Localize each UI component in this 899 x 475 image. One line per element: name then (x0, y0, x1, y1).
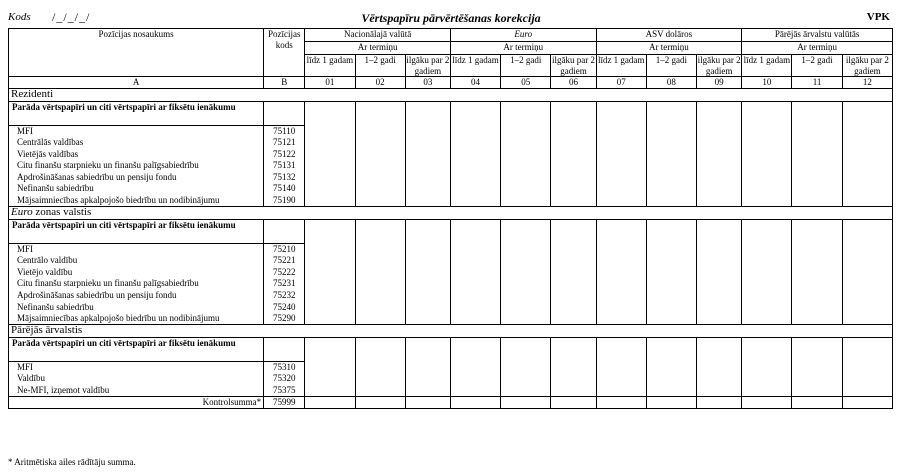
value-cell[interactable] (305, 338, 355, 397)
control-sum-cell[interactable] (842, 397, 892, 409)
row-label: Nefinanšu sabiedrību (9, 302, 264, 314)
control-sum-cell[interactable] (596, 397, 646, 409)
value-cell[interactable] (305, 220, 355, 325)
value-cell[interactable] (646, 102, 696, 207)
code-cell (264, 102, 305, 126)
code-cell (264, 220, 305, 244)
value-cell[interactable] (355, 102, 405, 207)
value-cell[interactable] (305, 102, 355, 207)
section-title-text: Rezidenti (11, 88, 54, 100)
control-sum-cell[interactable] (646, 397, 696, 409)
value-cell[interactable] (450, 102, 500, 207)
value-cell[interactable] (646, 338, 696, 397)
col-number: 11 (792, 77, 842, 89)
row-label: Ne-MFI, izņemot valdību (9, 385, 264, 397)
header-term: ilgāku par 2 gadiem (842, 55, 892, 77)
header-ar-terminu: Ar termiņu (450, 42, 596, 55)
form-title: Vērtspapīru pārvērtēšanas korekcija (361, 11, 541, 25)
control-sum-cell[interactable] (305, 397, 355, 409)
col-number: 09 (697, 77, 742, 89)
value-cell[interactable] (842, 220, 892, 325)
row-code: 75140 (264, 183, 305, 195)
form-header (8, 10, 894, 26)
control-sum-cell[interactable] (792, 397, 842, 409)
value-cell[interactable] (792, 102, 842, 207)
row-label: Apdrošināšanas sabiedrību un pensiju fondu (9, 172, 264, 184)
value-cell[interactable] (551, 220, 596, 325)
control-sum-cell[interactable] (405, 397, 450, 409)
col-number: 02 (355, 77, 405, 89)
value-cell[interactable] (842, 102, 892, 207)
value-cell[interactable] (742, 220, 792, 325)
header-pozicijas-nosaukums: Pozīcijas nosaukums (9, 29, 264, 77)
row-label: Citu finanšu starpnieku un finanšu palīgsabiedrību (9, 160, 264, 172)
value-cell[interactable] (355, 338, 405, 397)
value-cell[interactable] (501, 102, 551, 207)
row-label: Vietējās valdības (9, 149, 264, 161)
group-title: Parāda vērtspapīri un citi vērtspapīri ar fiksētu ienākumu (9, 220, 264, 244)
control-sum-code: 75999 (264, 397, 305, 409)
row-label: Nefinanšu sabiedrību (9, 183, 264, 195)
row-label: Centrālās valdības (9, 137, 264, 149)
header-term: 1–2 gadi (646, 55, 696, 77)
value-cell[interactable] (697, 338, 742, 397)
row-code: 75240 (264, 302, 305, 314)
header-term: 1–2 gadi (501, 55, 551, 77)
col-number: 04 (450, 77, 500, 89)
col-number: 07 (596, 77, 646, 89)
value-cell[interactable] (697, 220, 742, 325)
col-number: 12 (842, 77, 892, 89)
control-sum-cell[interactable] (355, 397, 405, 409)
row-label: Centrālo valdību (9, 255, 264, 267)
row-code: 75320 (264, 373, 305, 385)
row-code: 75121 (264, 137, 305, 149)
value-cell[interactable] (551, 338, 596, 397)
row-code: 75210 (264, 244, 305, 256)
header-group-national: Nacionālajā valūtā (305, 29, 451, 42)
row-code: 75231 (264, 278, 305, 290)
footnote: * Aritmētiska ailes rādītāju summa. (8, 457, 136, 467)
header-term: ilgāku par 2 gadiem (551, 55, 595, 76)
section-title (9, 89, 893, 102)
value-cell[interactable] (742, 102, 792, 207)
section-title-italic: Euro (11, 206, 33, 219)
row-code: 75122 (264, 149, 305, 161)
row-label: Valdību (9, 373, 264, 385)
col-number: 01 (305, 77, 355, 89)
col-number: 08 (646, 77, 696, 89)
value-cell[interactable] (596, 338, 646, 397)
row-code: 75221 (264, 255, 305, 267)
value-cell[interactable] (596, 102, 646, 207)
header-group-usd: ASV dolāros (596, 29, 742, 42)
col-number: 10 (742, 77, 792, 89)
row-code: 75232 (264, 290, 305, 302)
row-label: MFI (9, 126, 264, 138)
header-pozicijas-kods: Pozīcijas kods (264, 29, 305, 77)
header-term: ilgāku par 2 gadiem (697, 55, 741, 76)
header-ar-terminu: Ar termiņu (596, 42, 742, 55)
value-cell[interactable] (450, 220, 500, 325)
kods-input-boxes[interactable]: /_/_/_/ (52, 10, 91, 24)
row-label: MFI (9, 244, 264, 256)
header-term: līdz 1 gadam (596, 55, 646, 77)
row-code: 75290 (264, 313, 305, 325)
row-code: 75222 (264, 267, 305, 279)
section-title-text: Pārējās ārvalstis (11, 324, 83, 337)
col-letter-a: A (9, 77, 264, 89)
code-cell (264, 338, 305, 362)
group-title: Parāda vērtspapīri un citi vērtspapīri ar fiksētu ienākumu (9, 338, 264, 362)
value-cell[interactable] (646, 220, 696, 325)
control-sum-label: Kontrolsumma* (9, 397, 264, 409)
row-label: Mājsaimniecības apkalpojošo biedrību un nodibinājumu (9, 313, 264, 325)
form-code: VPK (866, 11, 890, 23)
header-group-euro: Euro (450, 29, 596, 42)
value-cell[interactable] (405, 102, 450, 207)
header-group-other: Pārējās ārvalstu valūtās (742, 29, 893, 42)
row-code: 75131 (264, 160, 305, 172)
col-number: 05 (501, 77, 551, 89)
control-sum-cell[interactable] (551, 397, 596, 409)
header-term: līdz 1 gadam (742, 55, 792, 77)
section-title-rest: zonas valstis (32, 206, 92, 219)
row-code: 75132 (264, 172, 305, 184)
control-sum-cell[interactable] (501, 397, 551, 409)
value-cell[interactable] (501, 338, 551, 397)
col-letter-b: B (264, 77, 305, 89)
section-title (9, 325, 893, 338)
row-label: MFI (9, 362, 264, 374)
adjustment-table (8, 28, 893, 409)
value-cell[interactable] (450, 338, 500, 397)
section-title (9, 207, 893, 220)
row-code: 75310 (264, 362, 305, 374)
value-cell[interactable] (697, 102, 742, 207)
header-term: 1–2 gadi (355, 55, 405, 77)
group-title: Parāda vērtspapīri un citi vērtspapīri ar fiksētu ienākumu (9, 102, 264, 126)
row-code: 75110 (264, 126, 305, 138)
header-term: 1–2 gadi (792, 55, 842, 77)
col-number: 06 (551, 77, 596, 89)
control-sum-cell[interactable] (742, 397, 792, 409)
value-cell[interactable] (596, 220, 646, 325)
col-number: 03 (405, 77, 450, 89)
control-sum-cell[interactable] (697, 397, 742, 409)
row-label: Vietējo valdību (9, 267, 264, 279)
header-term: līdz 1 gadam (450, 55, 500, 77)
value-cell[interactable] (355, 220, 405, 325)
value-cell[interactable] (551, 102, 596, 207)
value-cell[interactable] (842, 338, 892, 397)
header-ar-terminu: Ar termiņu (742, 42, 893, 55)
value-cell[interactable] (792, 338, 842, 397)
row-label: Mājsaimniecības apkalpojošo biedrību un nodibinājumu (9, 195, 264, 207)
control-sum-cell[interactable] (450, 397, 500, 409)
value-cell[interactable] (792, 220, 842, 325)
row-label: Apdrošināšanas sabiedrību un pensiju fondu (9, 290, 264, 302)
value-cell[interactable] (501, 220, 551, 325)
kods-label: Kods (8, 11, 31, 23)
header-term: ilgāku par 2 gadiem (406, 55, 450, 76)
value-cell[interactable] (405, 338, 450, 397)
header-ar-terminu: Ar termiņu (305, 42, 451, 55)
value-cell[interactable] (742, 338, 792, 397)
value-cell[interactable] (405, 220, 450, 325)
row-code: 75375 (264, 385, 305, 397)
row-code: 75190 (264, 195, 305, 207)
header-term: līdz 1 gadam (305, 55, 355, 77)
row-label: Citu finanšu starpnieku un finanšu palīgsabiedrību (9, 278, 264, 290)
